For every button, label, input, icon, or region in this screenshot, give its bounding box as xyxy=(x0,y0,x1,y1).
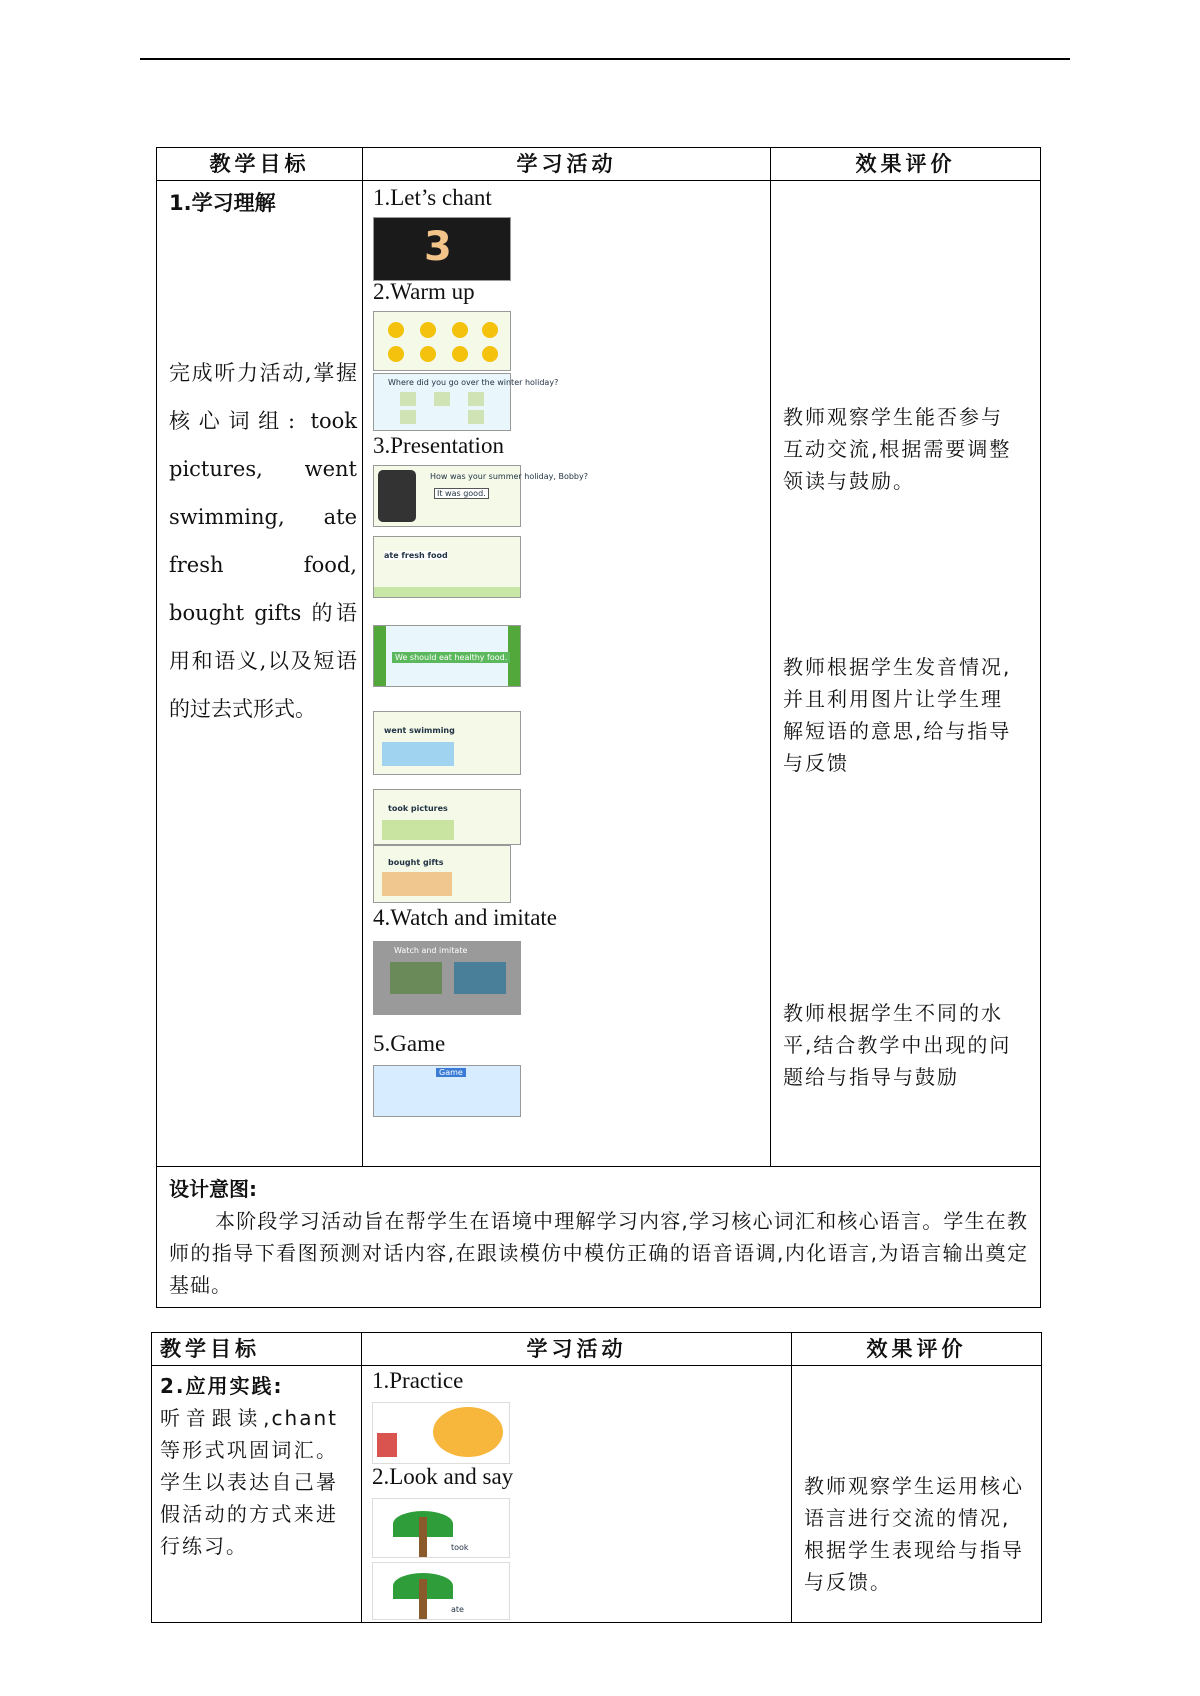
goal-text: 完成听力活动,掌握核心词组: took pictures, went swimming, ate fresh food, bought gifts 的语用和语义,以及短语的过去式形式。 xyxy=(169,361,357,721)
step-game: 5.Game xyxy=(373,1031,446,1056)
header-activity-2: 学习活动 xyxy=(362,1333,792,1366)
evaluation-3: 教师根据学生不同的水平,结合教学中出现的问题给与指导与鼓励 xyxy=(783,1001,1012,1089)
presentation-answer: It was good. xyxy=(434,488,489,499)
practice-thumbnail xyxy=(372,1402,510,1464)
evaluation-1: 教师观察学生能否参与互动交流,根据需要调整领读与鼓励。 xyxy=(783,405,1012,493)
step-look-and-say: 2.Look and say xyxy=(372,1464,514,1489)
presentation-thumbnail-1 xyxy=(373,465,588,527)
design-intent-title: 设计意图: xyxy=(169,1177,257,1201)
goal-cell xyxy=(157,181,363,1167)
ate-fresh-food-label: ate fresh food xyxy=(384,551,448,560)
step-lets-chant: 1.Let’s chant xyxy=(373,185,492,210)
game-thumbnail[interactable] xyxy=(373,1065,521,1117)
activity-cell-2 xyxy=(362,1366,792,1623)
took-pictures-label: took pictures xyxy=(388,804,448,813)
step-practice: 1.Practice xyxy=(372,1368,464,1393)
evaluation-cell-2 xyxy=(792,1366,1042,1623)
goal-cell-2 xyxy=(152,1366,362,1623)
goal-text-2: 听音跟读,chant等形式巩固词汇。学生以表达自己暑假活动的方式来进行练习。 xyxy=(160,1406,338,1558)
bought-gifts-label: bought gifts xyxy=(388,858,444,867)
activity-cell xyxy=(363,181,771,1167)
took-label: took xyxy=(451,1543,469,1552)
look-say-thumbnail-1 xyxy=(372,1498,510,1558)
evaluation-2: 教师根据学生发音情况,并且利用图片让学生理解短语的意思,给与指导与反馈 xyxy=(783,655,1012,775)
watch-label: Watch and imitate xyxy=(394,946,468,955)
went-swimming-label: went swimming xyxy=(384,726,455,735)
countdown-number: 3 xyxy=(424,224,452,270)
goal-title-2: 2.应用实践: xyxy=(160,1374,284,1398)
chant-thumbnail xyxy=(373,217,511,281)
header-goal-2: 教学目标 xyxy=(152,1333,362,1366)
presentation-question: How was your summer holiday, Bobby? xyxy=(430,472,588,481)
goal-title: 1.学习理解 xyxy=(169,191,276,215)
presentation-thumbnail-3 xyxy=(373,625,521,687)
evaluation-2-1: 教师观察学生运用核心语言进行交流的情况,根据学生表现给与指导与反馈。 xyxy=(804,1474,1024,1594)
game-label: Game xyxy=(436,1068,466,1077)
warmup-thumbnail-1 xyxy=(373,311,511,371)
look-say-thumbnail-2 xyxy=(372,1562,510,1620)
warmup-thumbnail-2 xyxy=(373,373,559,431)
header-goal: 教学目标 xyxy=(157,148,363,181)
ate-label: ate xyxy=(451,1605,464,1614)
lesson-table-1 xyxy=(156,147,1041,1308)
header-evaluation-2: 效果评价 xyxy=(792,1333,1042,1366)
presentation-thumbnail-6 xyxy=(373,845,511,903)
watch-thumbnail[interactable] xyxy=(373,941,521,1015)
step-watch-imitate: 4.Watch and imitate xyxy=(373,905,557,930)
presentation-thumbnail-2 xyxy=(373,536,521,598)
design-intent-cell xyxy=(157,1167,1041,1308)
header-evaluation: 效果评价 xyxy=(771,148,1041,181)
header-activity: 学习活动 xyxy=(363,148,771,181)
design-intent-text: 本阶段学习活动旨在帮学生在语境中理解学习内容,学习核心词汇和核心语言。学生在教师的指导下看图预测对话内容,在跟读模仿中模仿正确的语音语调,内化语言,为语言输出奠定基础。 xyxy=(169,1209,1028,1297)
header-rule xyxy=(140,58,1070,60)
evaluation-cell xyxy=(771,181,1041,1167)
warmup-question: Where did you go over the winter holiday? xyxy=(388,378,559,387)
step-warm-up: 2.Warm up xyxy=(373,279,475,304)
lesson-table-2 xyxy=(151,1332,1042,1623)
step-presentation: 3.Presentation xyxy=(373,433,504,458)
goal-block-2 xyxy=(160,1370,338,1562)
presentation-thumbnail-5 xyxy=(373,789,521,845)
presentation-thumbnail-4 xyxy=(373,711,521,775)
healthy-food-label: We should eat healthy food. xyxy=(392,652,510,663)
